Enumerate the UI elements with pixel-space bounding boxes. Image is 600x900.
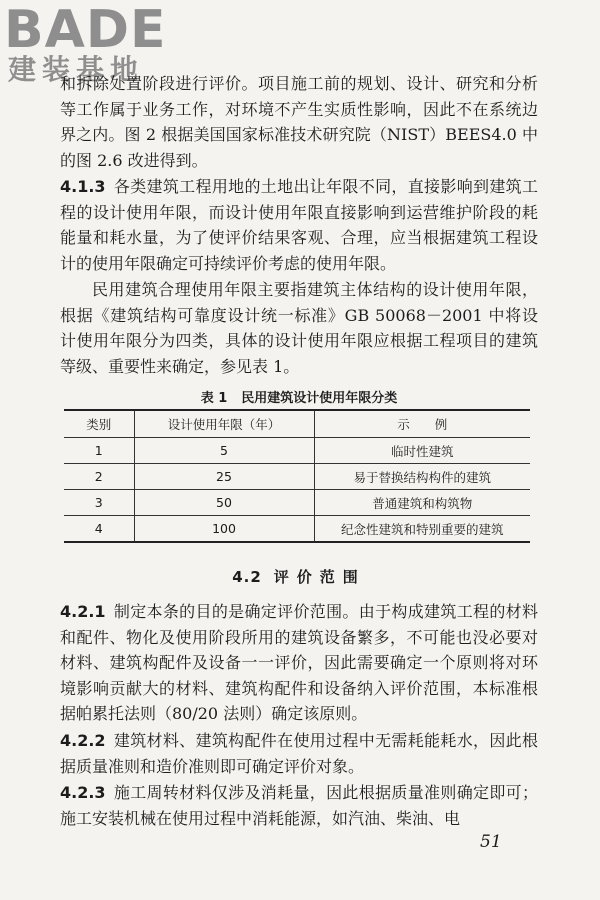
table-row	[64, 464, 530, 490]
clause-4-2-2	[60, 728, 538, 779]
table-cell: 5	[134, 438, 314, 464]
service-life-table	[64, 409, 530, 543]
clause-text: 施工周转材料仅涉及消耗量，因此根据质量准则确定即可；施工安装机械在使用过程中消耗能源，如汽油、柴油、电	[60, 783, 538, 828]
column-header: 类别	[64, 410, 134, 438]
column-header: 示 例	[314, 410, 530, 438]
table-cell: 2	[64, 464, 134, 490]
table-caption	[60, 387, 538, 406]
column-header: 设计使用年限（年）	[134, 410, 314, 438]
table-cell: 临时性建筑	[314, 438, 530, 464]
logo-brand: BADE	[4, 0, 167, 60]
paragraph-service-life	[60, 277, 538, 379]
table-title: 民用建筑设计使用年限分类	[241, 391, 398, 406]
logo-subtitle: 建装基地	[8, 53, 145, 86]
clause-number: 4.2.3	[60, 783, 106, 802]
table-cell: 100	[134, 516, 314, 543]
table-cell: 3	[64, 490, 134, 516]
table-label: 表 1	[200, 391, 228, 406]
table-cell: 50	[134, 490, 314, 516]
table-cell: 25	[134, 464, 314, 490]
page-number: 51	[480, 832, 502, 852]
clause-text: 制定本条的目的是确定评价范围。由于构成建筑工程的材料和配件、物化及使用阶段所用的建筑设备繁多，不可能也没必要对材料、建筑构配件及设备一一评价，因此需要确定一个原则将对环境影响贡献大的材料、建筑构配件和设备纳入评价范围，本标准根据帕累托法则（80/20 法则）确定该原则。	[60, 602, 538, 723]
clause-4-2-3	[60, 780, 538, 831]
paragraph-intro	[60, 71, 538, 173]
table-cell: 易于替换结构构件的建筑	[314, 464, 530, 490]
table-cell: 4	[64, 516, 134, 543]
paragraph-text: 民用建筑合理使用年限主要指建筑主体结构的设计使用年限，根据《建筑结构可靠度设计统一标准》GB 50068－2001 中将设计使用年限分为四类，具体的设计使用年限应根据工程项目的建筑等级、重要性来确定，参见表 1。	[60, 280, 538, 376]
table-header-row	[64, 410, 530, 438]
clause-4-2-1	[60, 599, 538, 727]
clause-number: 4.1.3	[60, 177, 106, 196]
clause-text: 各类建筑工程用地的土地出让年限不同，直接影响到建筑工程的设计使用年限，而设计使用年限直接影响到运营维护阶段的耗能量和耗水量，为了使评价结果客观、合理，应当根据建筑工程设计的使用年限确定可持续评价考虑的使用年限。	[60, 177, 538, 273]
clause-number: 4.2.1	[60, 602, 106, 621]
section-number: 4.2	[232, 568, 262, 586]
table-cell: 普通建筑和构筑物	[314, 490, 530, 516]
table-row	[64, 516, 530, 543]
clause-number: 4.2.2	[60, 731, 106, 750]
section-title: 评价范围	[273, 568, 366, 586]
clause-text: 建筑材料、建筑构配件在使用过程中无需耗能耗水，因此根据质量准则和造价准则即可确定评价对象。	[60, 731, 538, 776]
table-cell: 纪念性建筑和特别重要的建筑	[314, 516, 530, 543]
paragraph-text: 和拆除处置阶段进行评价。项目施工前的规划、设计、研究和分析等工作属于业务工作，对环境不产生实质性影响，因此不在系统边界之内。图 2 根据美国国家标准技术研究院（NIST）BEES4.0 中的图 2.6 改进得到。	[60, 74, 538, 170]
clause-4-1-3	[60, 174, 538, 276]
table-row	[64, 490, 530, 516]
table-row	[64, 438, 530, 464]
table-cell: 1	[64, 438, 134, 464]
section-heading	[60, 566, 538, 587]
